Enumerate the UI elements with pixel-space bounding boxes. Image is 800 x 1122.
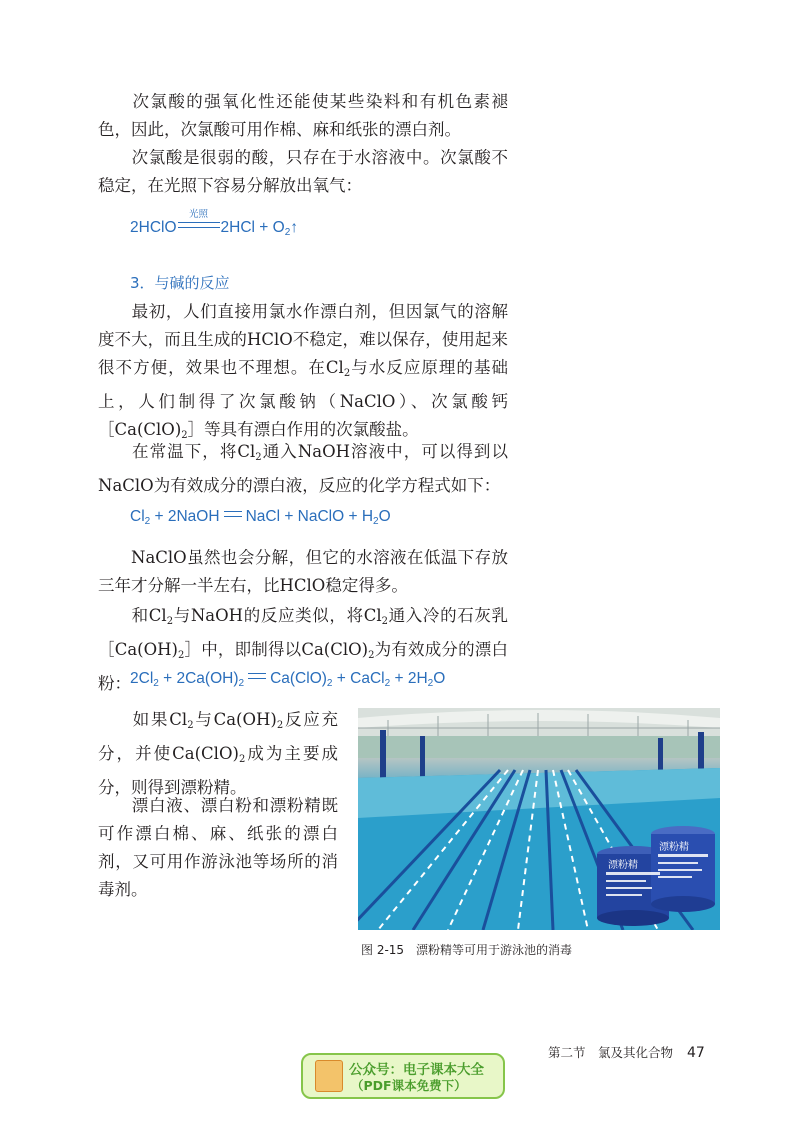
watermark-line-1: 公众号：电子课本大全 (349, 1062, 484, 1078)
paragraph-hclo-weak-acid: 次氯酸是很弱的酸，只存在于水溶液中。次氯酸不稳定，在光照下容易分解放出氧气： (98, 148, 508, 195)
paragraph-naclo-preparation: 在常温下，将$Cl_2$通入NaOH溶液中，可以得到以NaClO为有效成分的漂白液，反应的化学方程式如下： (98, 442, 508, 495)
paragraph-hypochlorite-history: 最初，人们直接用氯水作漂白剂，但因氯气的溶解度不大，而且生成的HClO不稳定，难以保存，使用起来很不方便，效果也不理想。在$Cl_2$与水反应原理的基础上，人们制得了次氯酸钠（NaClO）、次氯酸钙$[Ca(ClO)_2]$等具有漂白作用的次氯酸盐。 (98, 302, 508, 441)
paragraph-uses: 漂白液、漂白粉和漂粉精既可作漂白棉、麻、纸张的漂白剂，又可用作游泳池等场所的消毒剂。 (98, 796, 338, 899)
watermark-stamp (301, 1053, 505, 1099)
equation-cl2-naoh: $Cl_2$ + 2NaOH NaCl + NaClO + $H_2O$ (130, 508, 391, 527)
footer-section-title: 第二节 氯及其化合物 (548, 1045, 674, 1060)
page-number: 47 (687, 1045, 705, 1061)
equation-cl2-caoh2: $2Cl_2 + 2Ca(OH)_2$ $Ca(ClO)_2$ + CaCl$_2$ + $2H_2O$ (130, 670, 446, 689)
paragraph-bleaching-powder: 和$Cl_2$与NaOH的反应类似，将$Cl_2$通入冷的石灰乳$[Ca(OH)_2]$中，即制得以$Ca(ClO)_2$为有效成分的漂白粉： (98, 606, 509, 693)
paragraph-naclo-stability: NaClO虽然也会分解，但它的水溶液在低温下存放三年才分解一半左右，比HClO稳定得多。 (98, 548, 508, 595)
paragraph-bleaching-essence: 如果$Cl_2$与$Ca(OH)_2$反应充分，并使$Ca(ClO)_2$成为主要成分，则得到漂粉精。 (98, 710, 339, 797)
book-icon (315, 1060, 343, 1092)
watermark-line-2: （PDF课本免费下） (351, 1078, 467, 1093)
drum-label-front: 漂粉精 (608, 860, 638, 871)
page-footer (548, 1043, 705, 1061)
drum-label-back: 漂粉精 (659, 842, 689, 853)
paragraph-hclo-bleach: 次氯酸的强氧化性还能使某些染料和有机色素褪色，因此，次氯酸可用作棉、麻和纸张的漂白剂。 (98, 92, 508, 139)
section-heading: 3．与碱的反应 (130, 274, 230, 292)
swimming-pool-photo (358, 708, 720, 930)
figure-caption: 图 2-15 漂粉精等可用于游泳池的消毒 (361, 943, 573, 957)
equation-hclo-decomposition: 2HClO 光照 $2HCl + O_2↑$ (130, 209, 299, 238)
pool-illustration (358, 708, 720, 930)
